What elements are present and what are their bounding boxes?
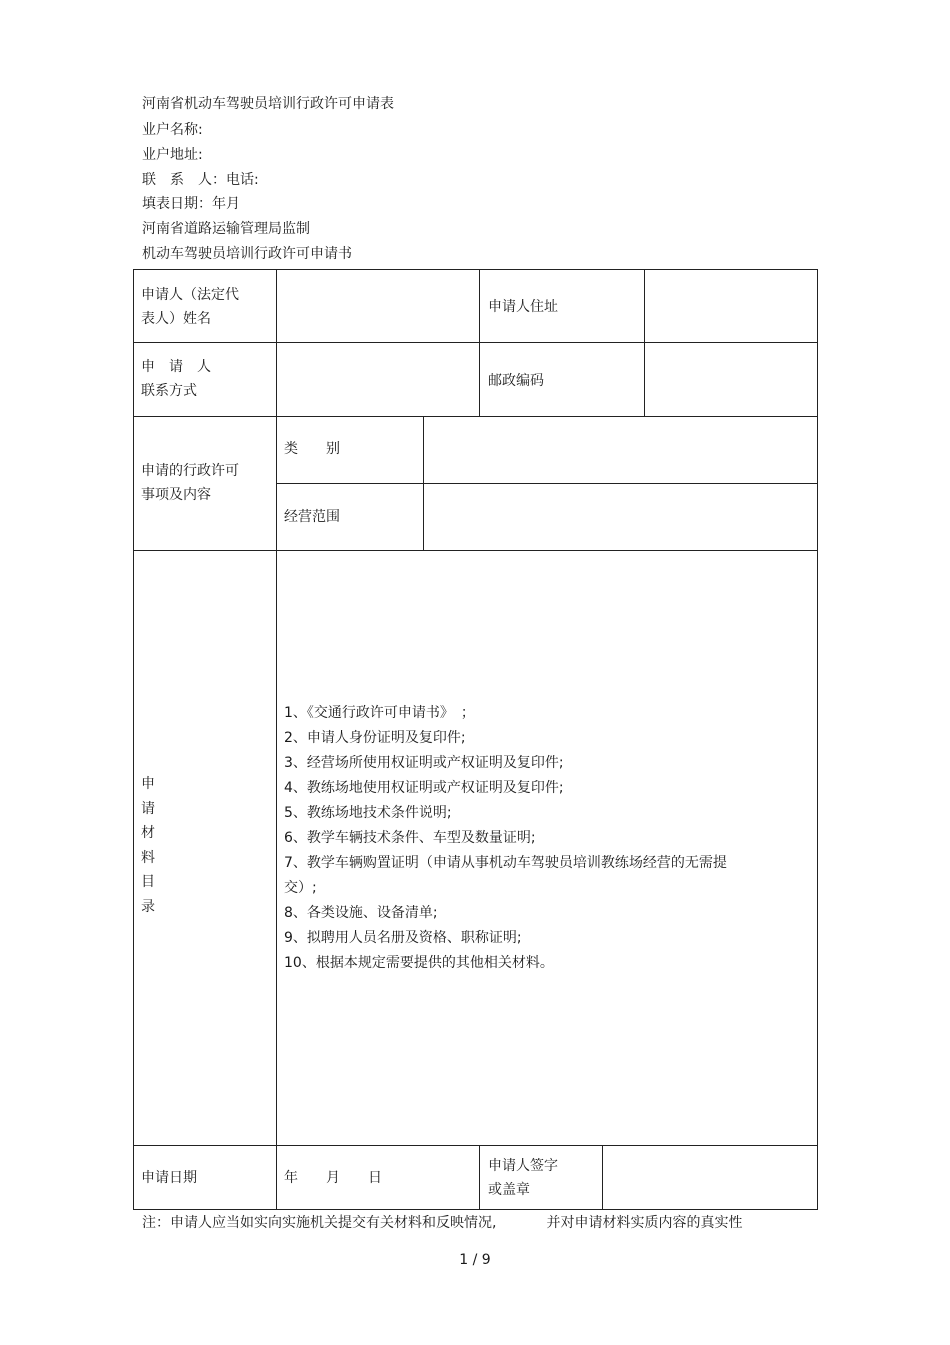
materials-label-char: 材 <box>141 825 155 841</box>
category-field[interactable] <box>423 416 818 484</box>
materials-list <box>284 701 727 976</box>
apply-date-label: 申请日期 <box>141 1170 197 1186</box>
list-item: 8、各类设施、设备清单; <box>284 905 438 921</box>
applicant-contact-field[interactable] <box>276 342 480 417</box>
footnote-part1: 注：申请人应当如实向实施机关提交有关材料和反映情况, <box>142 1215 497 1231</box>
permit-item-label-line1: 申请的行政许可 <box>141 463 239 479</box>
applicant-contact-label-line1: 申 请 人 <box>141 359 211 375</box>
applicant-name-label-line2: 表人）姓名 <box>141 311 211 327</box>
list-item: 5、教练场地技术条件说明; <box>284 805 452 821</box>
permit-item-label-line2: 事项及内容 <box>141 487 211 503</box>
materials-label-char: 料 <box>141 849 155 866</box>
postcode-field[interactable] <box>644 342 818 417</box>
list-item: 6、教学车辆技术条件、车型及数量证明; <box>284 830 536 846</box>
applicant-name-field[interactable] <box>276 269 480 343</box>
list-item: 10、根据本规定需要提供的其他相关材料。 <box>284 955 554 971</box>
signature-label-line2: 或盖章 <box>488 1182 530 1198</box>
materials-label-char: 请 <box>141 800 155 817</box>
page-title: 河南省机动车驾驶员培训行政许可申请表 <box>142 96 394 112</box>
list-item: 2、申请人身份证明及复印件; <box>284 730 466 746</box>
business-name-label: 业户名称: <box>142 122 203 138</box>
contact-label: 联 系 人：电话: <box>142 172 259 188</box>
applicant-name-label-line1: 申请人（法定代 <box>141 287 239 303</box>
list-item: 交）; <box>284 880 317 896</box>
footnote <box>142 1213 742 1233</box>
materials-label-char: 目 <box>141 874 155 890</box>
postcode-label: 邮政编码 <box>488 373 544 389</box>
footnote-part2: 并对申请材料实质内容的真实性 <box>546 1215 743 1231</box>
signature-label-line1: 申请人签字 <box>488 1158 558 1174</box>
scope-label: 经营范围 <box>284 509 340 525</box>
list-item: 7、教学车辆购置证明（申请从事机动车驾驶员培训教练场经营的无需提 <box>284 855 727 871</box>
issuer-label: 河南省道路运输管理局监制 <box>142 221 310 237</box>
list-item: 3、经营场所使用权证明或产权证明及复印件; <box>284 755 564 771</box>
page-number: 1 / 9 <box>459 1252 491 1268</box>
applicant-address-label: 申请人住址 <box>488 299 558 315</box>
business-address-label: 业户地址: <box>142 147 203 163</box>
materials-label-char: 申 <box>141 776 155 792</box>
applicant-address-field[interactable] <box>644 269 818 343</box>
fill-date-label: 填表日期：年月 <box>142 196 240 212</box>
applicant-contact-label-line2: 联系方式 <box>141 383 197 399</box>
materials-vertical-label <box>141 772 157 919</box>
scope-field[interactable] <box>423 483 818 551</box>
list-item: 9、拟聘用人员名册及资格、职称证明; <box>284 930 522 946</box>
list-item: 1、《交通行政许可申请书》 ； <box>284 705 475 721</box>
materials-label-char: 录 <box>141 898 155 915</box>
signature-field[interactable] <box>602 1145 818 1210</box>
category-label: 类 别 <box>284 441 340 457</box>
apply-date-value: 年 月 日 <box>284 1170 382 1186</box>
form-title: 机动车驾驶员培训行政许可申请书 <box>142 246 352 262</box>
list-item: 4、教练场地使用权证明或产权证明及复印件; <box>284 780 564 796</box>
